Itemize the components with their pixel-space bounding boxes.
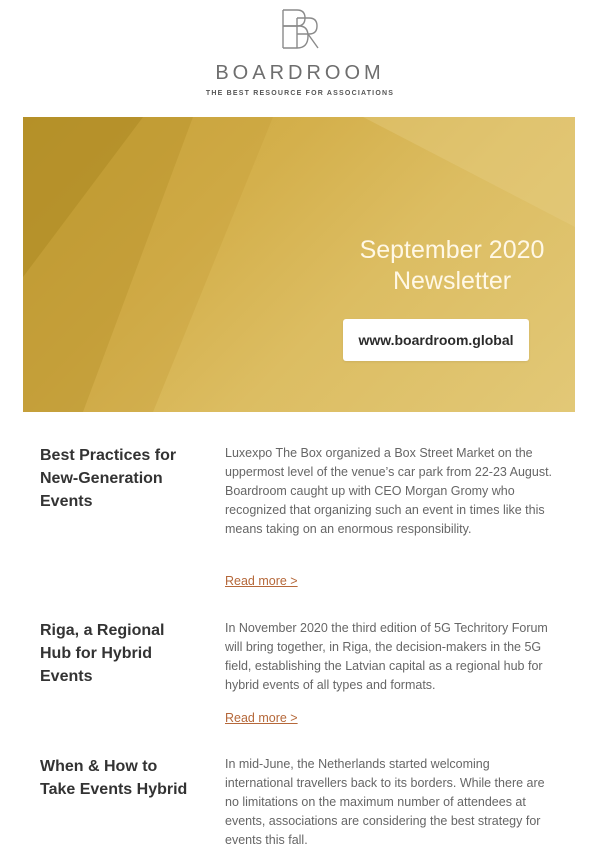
article-title-line: Events xyxy=(40,493,93,510)
article-title-line: Hub for Hybrid xyxy=(40,645,152,662)
read-more-link[interactable]: Read more > xyxy=(225,711,298,725)
article-title-line: Take Events Hybrid xyxy=(40,781,188,798)
article-summary: In mid-June, the Netherlands started welcoming international travellers back to its borders. While there are no limitations on the maximum number of attendees at events, associations are considering the best strategy for events this fall. xyxy=(225,757,545,847)
article-title-line: Riga, a Regional xyxy=(40,622,165,639)
newsletter-header xyxy=(0,0,600,110)
brand-name: BOARDROOM xyxy=(215,62,385,84)
article-title[interactable] xyxy=(40,619,200,688)
article-title-line: When & How to xyxy=(40,758,158,775)
hero-title-line-2: Newsletter xyxy=(392,267,512,295)
brand-tagline: THE BEST RESOURCE FOR ASSOCIATIONS xyxy=(205,90,395,97)
article-title[interactable] xyxy=(40,755,200,801)
hero-title-line-1: September 2020 xyxy=(359,236,545,264)
article-title-line: Best Practices for xyxy=(40,447,177,464)
article-title-line: New-Generation xyxy=(40,470,163,487)
br-monogram-icon xyxy=(275,8,323,50)
article-summary: In November 2020 the third edition of 5G Techritory Forum will bring together, in Riga, the decision-makers in the 5G field, establishing the Latvian capital as a regional hub for hybrid events of all types and formats. xyxy=(225,621,548,692)
article-summary: Luxexpo The Box organized a Box Street Market on the uppermost level of the venue’s car park from 22-23 August. Boardroom caught up with CEO Morgan Gromy who recognized that organizing such an event in times like this means taking on an enormous responsibility. xyxy=(225,446,553,536)
hero-banner xyxy=(23,117,575,412)
hero-title xyxy=(341,235,563,297)
article-title-line: Events xyxy=(40,668,93,685)
article-title[interactable] xyxy=(40,444,200,513)
read-more-link[interactable]: Read more > xyxy=(225,574,298,588)
website-button[interactable]: www.boardroom.global xyxy=(343,319,529,361)
